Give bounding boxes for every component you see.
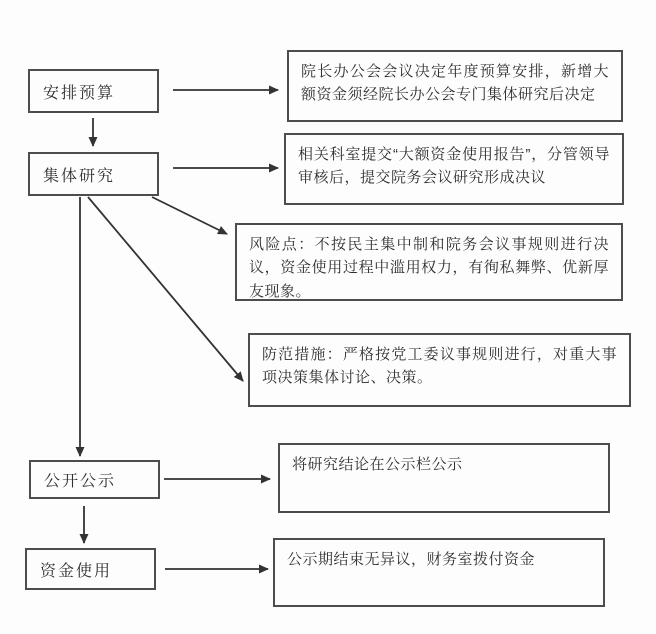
step-label-budget: 安排预算 <box>43 84 116 102</box>
note-text-prevention: 防范措施：严格按党工委议事规则进行，对重大事项决策集体讨论、决策。 <box>262 346 617 387</box>
step-box-budget <box>28 69 159 113</box>
note-box-fund-payment <box>273 538 605 607</box>
step-box-publicity <box>29 460 160 499</box>
arrow-research-to-risk <box>152 197 227 234</box>
step-label-usage: 资金使用 <box>40 562 113 580</box>
note-text-publish-result: 将研究结论在公示栏公示 <box>292 456 463 473</box>
note-text-fund-payment: 公示期结束无异议，财务室拨付资金 <box>287 551 536 568</box>
note-text-risk-point: 风险点：不按民主集中制和院务会议事规则进行决议，资金使用过程中滥用权力，有徇私舞弊、优新厚友现象。 <box>249 236 609 300</box>
note-box-budget-detail <box>287 50 623 122</box>
note-box-publish-result <box>278 443 610 513</box>
step-label-research: 集体研究 <box>43 167 116 185</box>
arrow-research-to-prevent <box>88 197 243 381</box>
step-box-usage <box>25 548 156 590</box>
step-box-research <box>28 152 159 196</box>
note-box-research-detail <box>284 133 624 205</box>
step-label-publicity: 公开公示 <box>44 473 117 490</box>
note-text-budget-detail: 院长办公会会议决定年度预算安排，新增大额资金须经院长办公会专门集体研究后决定 <box>301 63 609 104</box>
note-text-research-detail: 相关科室提交“大额资金使用报告”，分管领导审核后，提交院务会议研究形成决议 <box>298 146 610 187</box>
note-box-prevention <box>248 333 631 407</box>
note-box-risk-point <box>235 223 623 301</box>
